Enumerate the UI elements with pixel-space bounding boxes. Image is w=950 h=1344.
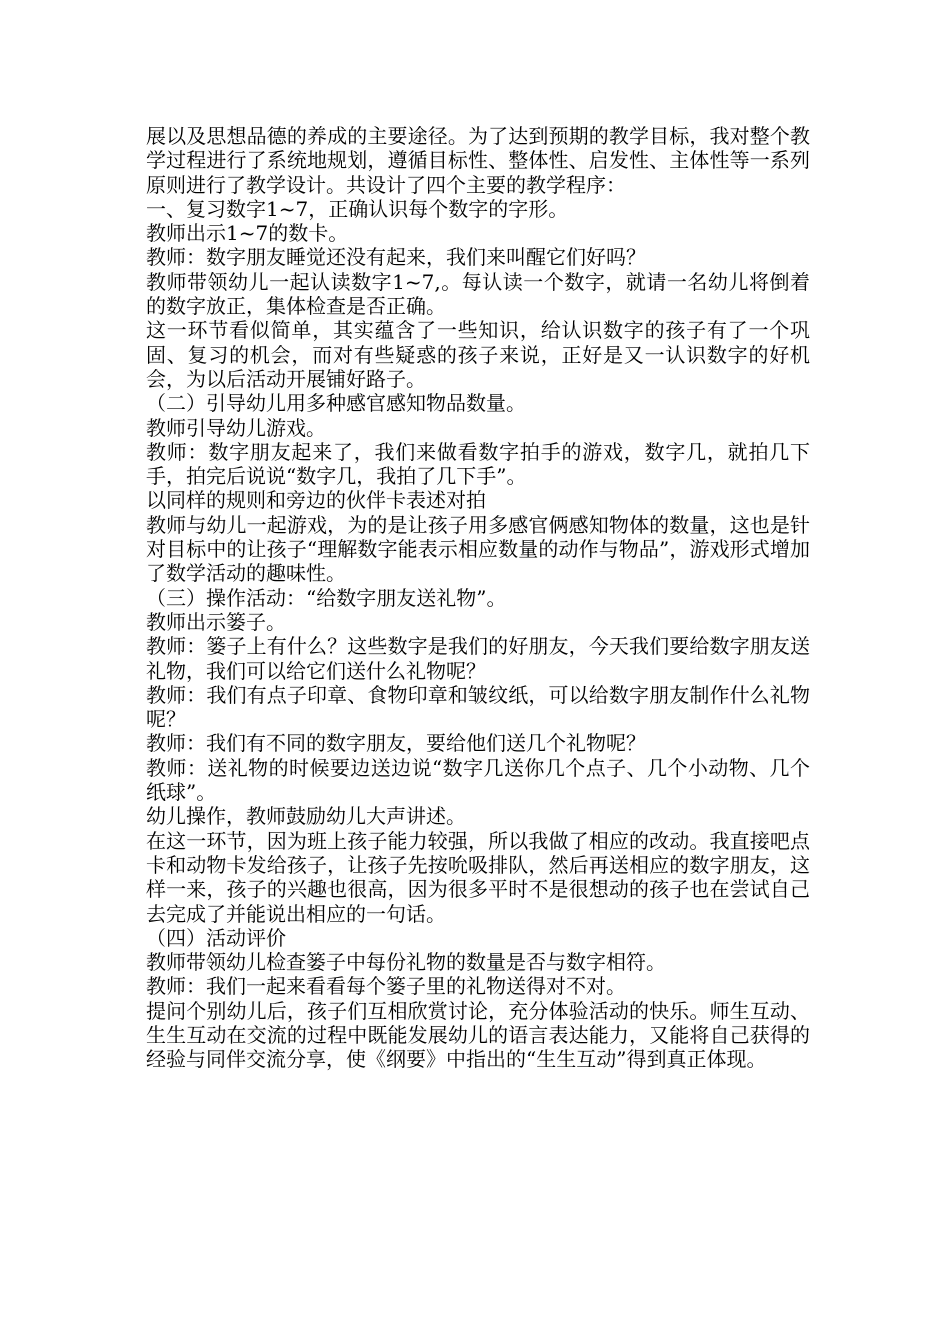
paragraph-21: 教师带领幼儿检查篓子中每份礼物的数量是否与数字相符。	[146, 950, 666, 975]
paragraph-16: 教师：我们有不同的数字朋友，要给他们送几个礼物呢？	[146, 731, 646, 756]
paragraph-6: 这一环节看似简单，其实蕴含了一些知识，给认识数字的孩子有了一个巩固、复习的机会，而对有些疑惑的孩子来说，正好是又一认识数字的好机会，为以后活动开展铺好路子。	[146, 318, 810, 391]
paragraph-1: 展以及思想品德的养成的主要途径。为了达到预期的教学目标，我对整个教学过程进行了系统地规划，遵循目标性、整体性、启发性、主体性等一系列原则进行了教学设计。共设计了四个主要的教学程序：	[146, 124, 810, 197]
heading-section-4: （四）活动评价	[146, 925, 286, 950]
paragraph-11: 教师与幼儿一起游戏，为的是让孩子用多感官俩感知物体的数量，这也是针对目标中的让孩子“理解数字能表示相应数量的动作与物品”，游戏形式增加了数学活动的趣味性。	[146, 512, 810, 586]
paragraph-14: 教师：篓子上有什么？这些数字是我们的好朋友，今天我们要给数字朋友送礼物，我们可以给它们送什么礼物呢？	[146, 634, 810, 683]
paragraph-15: 教师：我们有点子印章、食物印章和皱纹纸，可以给数字朋友制作什么礼物呢？	[146, 682, 810, 732]
paragraph-4: 教师：数字朋友睡觉还没有起来，我们来叫醒它们好吗？	[146, 245, 646, 270]
paragraph-10: 以同样的规则和旁边的伙伴卡表述对拍	[146, 488, 486, 513]
paragraph-9: 教师：数字朋友起来了，我们来做看数字拍手的游戏，数字几，就拍几下手，拍完后说说“数字几，我拍了几下手”。	[146, 439, 810, 489]
heading-section-2: （二）引导幼儿用多种感官感知物品数量。	[146, 391, 526, 416]
heading-section-3: （三）操作活动：“给数字朋友送礼物”。	[146, 585, 507, 610]
paragraph-23: 提问个别幼儿后，孩子们互相欣赏讨论，充分体验活动的快乐。师生互动、生生互动在交流的过程中既能发展幼儿的语言表达能力，又能将自己获得的经验与同伴交流分享，使《纲要》中指出的“生生互动”得到真正体现。	[146, 998, 810, 1072]
heading-section-1: 一、复习数字1~7，正确认识每个数字的字形。	[146, 196, 569, 221]
paragraph-8: 教师引导幼儿游戏。	[146, 415, 326, 440]
paragraph-5: 教师带领幼儿一起认读数字1~7,。每认读一个数字，就请一名幼儿将倒着的数字放正，集体检查是否正确。	[146, 269, 810, 319]
paragraph-17: 教师：送礼物的时候要边送边说“数字几送你几个点子、几个小动物、几个纸球”。	[146, 755, 810, 805]
document-body	[146, 124, 810, 1072]
paragraph-13: 教师出示篓子。	[146, 609, 286, 634]
paragraph-18: 幼儿操作，教师鼓励幼儿大声讲述。	[146, 804, 466, 829]
paragraph-22: 教师：我们一起来看看每个篓子里的礼物送得对不对。	[146, 974, 626, 999]
paragraph-3: 教师出示1~7的数卡。	[146, 221, 349, 246]
paragraph-19: 在这一环节，因为班上孩子能力较强，所以我做了相应的改动。我直接吧点卡和动物卡发给孩子，让孩子先按吮吸排队，然后再送相应的数字朋友，这样一来，孩子的兴趣也很高，因为很多平时不是很想动的孩子也在尝试自己去完成了并能说出相应的一句话。	[146, 828, 810, 926]
